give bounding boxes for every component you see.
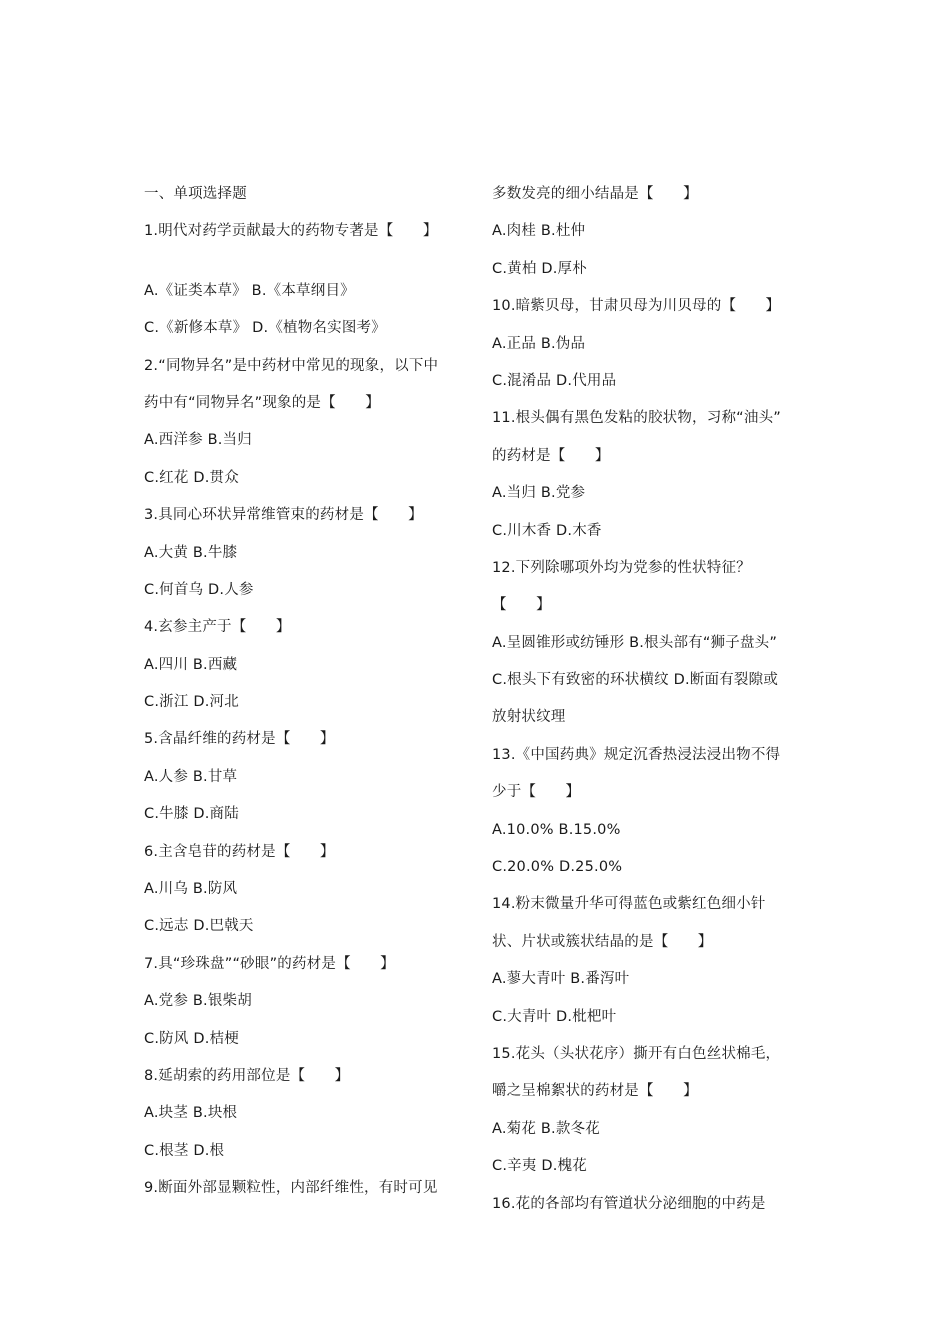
text-line: A.菊花 B.款冬花 [492, 1120, 600, 1137]
text-line: C.《新修本草》 D.《植物名实图考》 [144, 320, 386, 337]
right-column [492, 176, 812, 1223]
text-line: A.当归 B.党参 [492, 485, 586, 502]
left-column [144, 176, 464, 1208]
text-line: 【 】 [492, 597, 551, 614]
text-line: C.牛膝 D.商陆 [144, 806, 239, 823]
text-line: C.辛夷 D.槐花 [492, 1158, 587, 1175]
text-line: 6.主含皂苷的药材是【 】 [144, 843, 335, 860]
text-line: A.肉桂 B.杜仲 [492, 223, 586, 240]
text-line: 15.花头（头状花序）撕开有白色丝状棉毛， [492, 1045, 781, 1062]
text-line: A.党参 B.银柴胡 [144, 993, 252, 1010]
text-line: C.混淆品 D.代用品 [492, 372, 617, 389]
text-line: C.何首乌 D.人参 [144, 581, 254, 598]
text-line: A.呈圆锥形或纺锤形 B.根头部有“狮子盘头” [492, 634, 778, 651]
text-line: 状、片状或簇状结晶的是【 】 [492, 933, 713, 950]
text-line: C.川木香 D.木香 [492, 522, 602, 539]
text-line: 嚼之呈棉絮状的药材是【 】 [492, 1083, 698, 1100]
text-line: A.川乌 B.防风 [144, 881, 238, 898]
spacer [144, 251, 464, 273]
text-line: C.黄柏 D.厚朴 [492, 260, 587, 277]
text-line: 13.《中国药典》规定沉香热浸法浸出物不得 [492, 746, 781, 763]
text-line: 1.明代对药学贡献最大的药物专著是【 】 [144, 223, 438, 240]
text-line: A.大黄 B.牛膝 [144, 544, 238, 561]
text-line: 14.粉末微量升华可得蓝色或紫红色细小针 [492, 896, 766, 913]
text-line: 11.根头偶有黑色发粘的胶状物，习称“油头” [492, 410, 781, 427]
text-line: 多数发亮的细小结晶是【 】 [492, 186, 698, 202]
text-line: A.蓼大青叶 B.番泻叶 [492, 971, 630, 988]
text-line: C.防风 D.桔梗 [144, 1030, 239, 1047]
text-line: A.10.0% B.15.0% [492, 821, 621, 838]
text-line: C.根茎 D.根 [144, 1142, 225, 1159]
text-line: 3.具同心环状异常维管束的药材是【 】 [144, 507, 423, 524]
text-line: 10.暗紫贝母，甘肃贝母为川贝母的【 】 [492, 298, 781, 315]
text-line: 9.断面外部显颗粒性，内部纤维性，有时可见 [144, 1180, 438, 1197]
text-line: 8.延胡索的药用部位是【 】 [144, 1067, 350, 1084]
text-line: 一、单项选择题 [144, 186, 247, 202]
text-line: 12.下列除哪项外均为党参的性状特征？ [492, 559, 751, 576]
text-line: A.正品 B.伪品 [492, 335, 586, 352]
text-line: 2.“同物异名”是中药材中常见的现象，以下中 [144, 357, 439, 374]
text-line: 放射状纹理 [492, 709, 566, 726]
text-line: C.根头下有致密的环状横纹 D.断面有裂隙或 [492, 672, 779, 689]
text-line: A.西洋参 B.当归 [144, 432, 252, 449]
text-line: A.四川 B.西藏 [144, 656, 238, 673]
text-line: A.《证类本草》 B.《本草纲目》 [144, 282, 355, 299]
text-line: 16.花的各部均有管道状分泌细胞的中药是 [492, 1195, 766, 1212]
text-line: 4.玄参主产于【 】 [144, 619, 291, 636]
text-line: 7.具“珍珠盘”“砂眼”的药材是【 】 [144, 955, 395, 972]
text-line: C.红花 D.贯众 [144, 469, 239, 486]
text-line: A.人参 B.甘草 [144, 768, 238, 785]
text-line: 5.含晶纤维的药材是【 】 [144, 731, 335, 748]
text-line: C.20.0% D.25.0% [492, 859, 623, 876]
text-line: C.远志 D.巴戟天 [144, 918, 254, 935]
text-line: 少于【 】 [492, 784, 581, 801]
text-line: C.浙江 D.河北 [144, 694, 239, 711]
text-line: 的药材是【 】 [492, 447, 610, 464]
text-line: C.大青叶 D.枇杷叶 [492, 1008, 617, 1025]
text-line: A.块茎 B.块根 [144, 1105, 238, 1122]
text-line: 药中有“同物异名”现象的是【 】 [144, 394, 380, 411]
